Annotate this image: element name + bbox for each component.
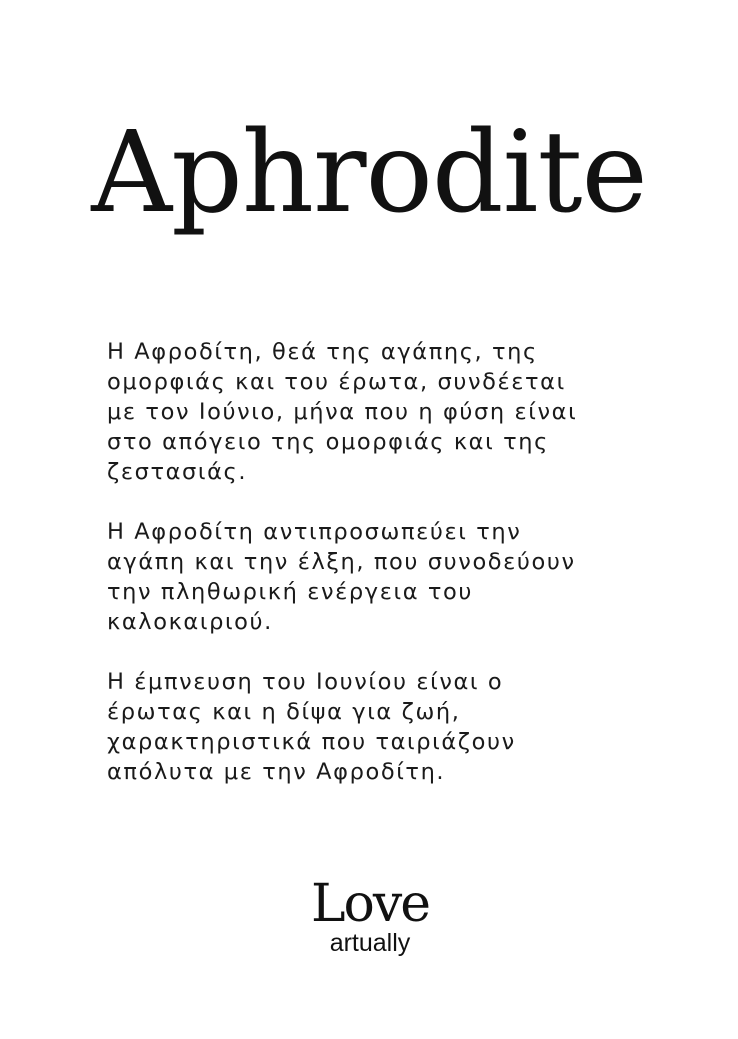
paragraph-line: αγάπη και την έλξη, που συνοδεύουν	[107, 549, 576, 575]
paragraph-line: απόλυτα με την Αφροδίτη.	[107, 759, 446, 785]
paragraph-line: στο απόγειο της ομορφιάς και της	[107, 429, 549, 455]
logo-wordmark-top: Love	[311, 874, 429, 934]
paragraph-line: Η έμπνευση του Ιουνίου είναι ο	[107, 669, 504, 695]
paragraph-line: με τον Ιούνιο, μήνα που η φύση είναι	[107, 399, 578, 425]
paragraph-3	[107, 667, 667, 787]
paragraph-line: ζεστασιάς.	[107, 459, 248, 485]
brand-logo	[300, 876, 440, 976]
paragraph-line: έρωτας και η δίψα για ζωή,	[107, 699, 461, 725]
paragraph-1	[107, 337, 667, 487]
paragraph-line: Η Αφροδίτη, θεά της αγάπης, της	[107, 339, 538, 365]
paragraph-line: την πληθωρική ενέργεια του	[107, 579, 474, 605]
paragraph-line: χαρακτηριστικά που ταιριάζουν	[107, 729, 516, 755]
paragraph-line: Η Αφροδίτη αντιπροσωπεύει την	[107, 519, 522, 545]
paragraph-line: καλοκαιριού.	[107, 609, 273, 635]
body-text	[107, 337, 667, 817]
paragraph-line: ομορφιάς και του έρωτα, συνδέεται	[107, 369, 566, 395]
logo-wordmark-bottom: artually	[329, 929, 411, 957]
page-title: Aphrodite	[91, 108, 647, 238]
paragraph-2	[107, 517, 667, 637]
